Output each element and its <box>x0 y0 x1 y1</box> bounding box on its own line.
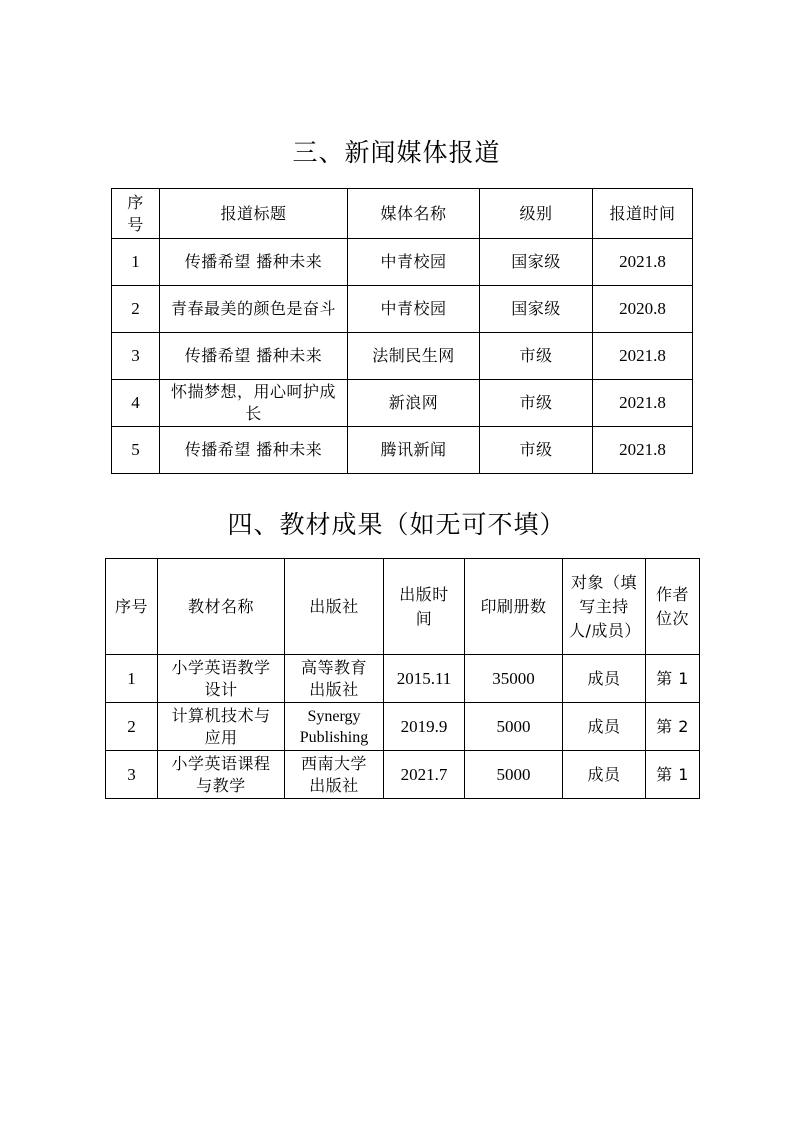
row-media: 法制民生网 <box>348 333 480 380</box>
row-level: 国家级 <box>480 239 593 286</box>
row-title: 青春最美的颜色是奋斗 <box>160 286 348 333</box>
table-row <box>112 427 693 474</box>
table-row <box>112 286 693 333</box>
row-publisher: Synergy Publishing <box>285 703 384 751</box>
row-media: 中青校园 <box>348 239 480 286</box>
row-rank: 第 1 <box>646 655 700 703</box>
row-level: 市级 <box>480 333 593 380</box>
row-publisher: 高等教育出版社 <box>285 655 384 703</box>
row-name: 计算机技术与应用 <box>158 703 285 751</box>
row-rank: 第 1 <box>646 751 700 799</box>
header-cell-rank: 作者位次 <box>646 559 700 655</box>
row-rank: 第 2 <box>646 703 700 751</box>
row-title: 传播希望 播种未来 <box>160 239 348 286</box>
row-role: 成员 <box>563 703 646 751</box>
row-date: 2020.8 <box>593 286 693 333</box>
header-cell-media: 媒体名称 <box>348 189 480 239</box>
header-cell-role: 对象（填写主持人/成员） <box>563 559 646 655</box>
row-date: 2021.8 <box>593 380 693 427</box>
table-header-row <box>106 559 700 655</box>
row-title: 传播希望 播种未来 <box>160 333 348 380</box>
section-4-title: 四、教材成果（如无可不填） <box>227 510 566 539</box>
header-cell-copies: 印刷册数 <box>465 559 563 655</box>
row-name: 小学英语课程与教学 <box>158 751 285 799</box>
row-no: 1 <box>112 239 160 286</box>
header-cell-name: 教材名称 <box>158 559 285 655</box>
row-date: 2021.8 <box>593 427 693 474</box>
row-level: 市级 <box>480 427 593 474</box>
row-media: 腾讯新闻 <box>348 427 480 474</box>
table-row <box>112 239 693 286</box>
row-date: 2021.8 <box>593 333 693 380</box>
row-no: 1 <box>106 655 158 703</box>
news-media-table <box>111 188 693 474</box>
row-no: 2 <box>112 286 160 333</box>
table-row <box>106 655 700 703</box>
header-cell-date: 出版时间 <box>384 559 465 655</box>
row-date: 2015.11 <box>384 655 465 703</box>
row-no: 3 <box>106 751 158 799</box>
header-cell-publisher: 出版社 <box>285 559 384 655</box>
row-title: 怀揣梦想，用心呵护成长 <box>160 380 348 427</box>
row-role: 成员 <box>563 655 646 703</box>
row-copies: 5000 <box>465 751 563 799</box>
row-date: 2021.8 <box>593 239 693 286</box>
textbook-table <box>105 558 700 799</box>
row-level: 国家级 <box>480 286 593 333</box>
table-row <box>112 333 693 380</box>
row-date: 2021.7 <box>384 751 465 799</box>
table-row <box>106 751 700 799</box>
row-level: 市级 <box>480 380 593 427</box>
row-copies: 35000 <box>465 655 563 703</box>
row-name: 小学英语教学设计 <box>158 655 285 703</box>
section-3-title: 三、新闻媒体报道 <box>292 138 501 167</box>
table-header-row <box>112 189 693 239</box>
row-title: 传播希望 播种未来 <box>160 427 348 474</box>
row-media: 中青校园 <box>348 286 480 333</box>
row-date: 2019.9 <box>384 703 465 751</box>
row-no: 4 <box>112 380 160 427</box>
header-cell-level: 级别 <box>480 189 593 239</box>
row-role: 成员 <box>563 751 646 799</box>
row-copies: 5000 <box>465 703 563 751</box>
row-no: 5 <box>112 427 160 474</box>
row-publisher: 西南大学出版社 <box>285 751 384 799</box>
row-media: 新浪网 <box>348 380 480 427</box>
row-no: 3 <box>112 333 160 380</box>
row-no: 2 <box>106 703 158 751</box>
table-row <box>106 703 700 751</box>
header-cell-date: 报道时间 <box>593 189 693 239</box>
table-row <box>112 380 693 427</box>
header-cell-no: 序号 <box>112 189 160 239</box>
header-cell-no: 序号 <box>106 559 158 655</box>
header-cell-title: 报道标题 <box>160 189 348 239</box>
